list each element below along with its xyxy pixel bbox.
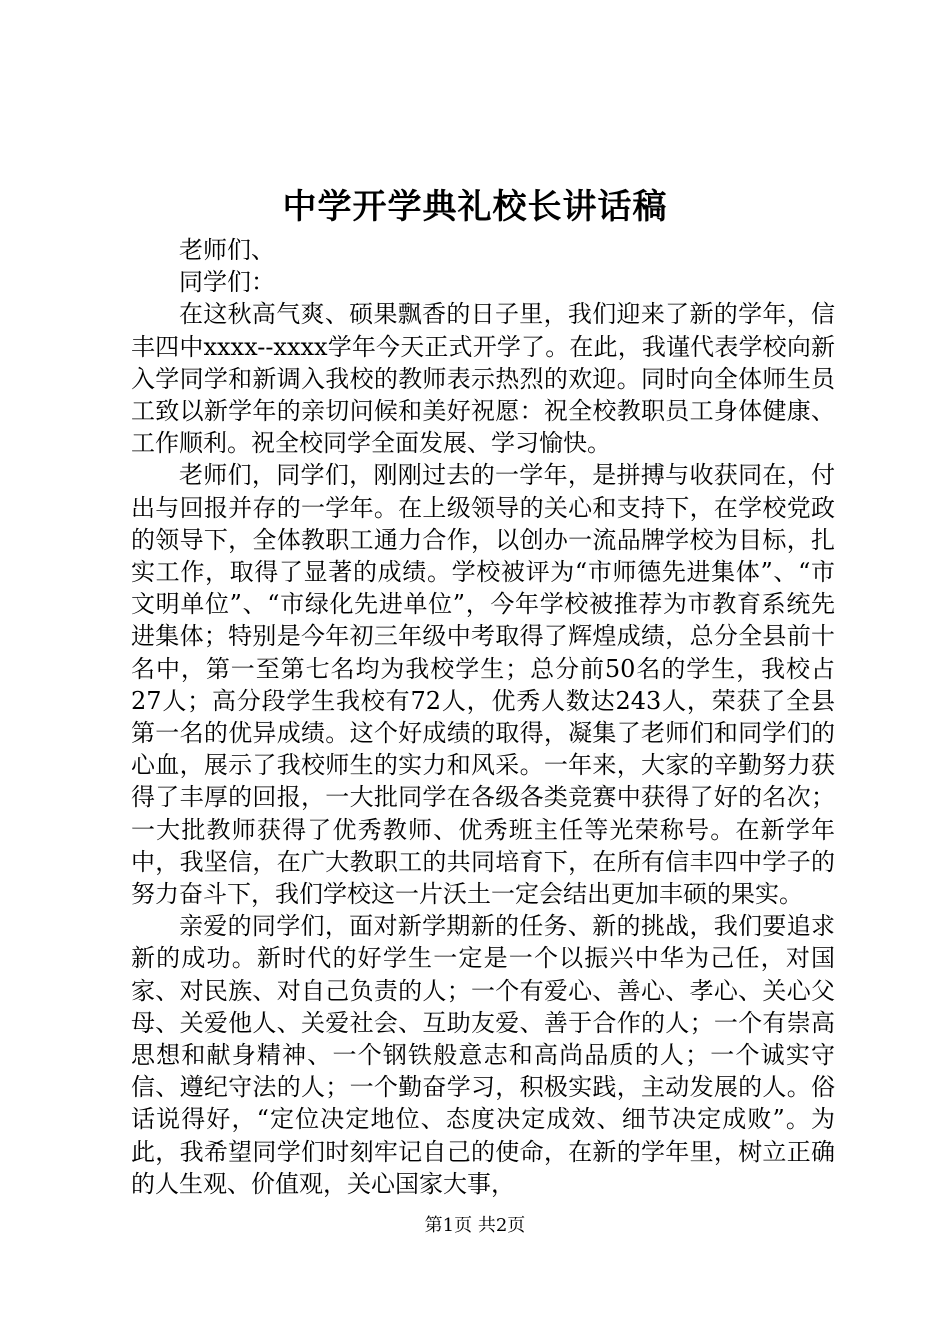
- paragraph-achievements: 老师们，同学们，刚刚过去的一学年，是拼搏与收获同在，付出与回报并存的一学年。在上级领导的关心和支持下，在学校党政的领导下，全体教职工通力合作，以创办一流品牌学校为目标，扎实工作，取得了显著的成绩。学校被评为“市师德先进集体”、“市文明单位”、“市绿化先进单位”，今年学校被推荐为市教育系统先进集体；特别是今年初三年级中考取得了辉煌成绩，总分全县前十名中，第一至第七名均为我校学生；总分前50名的学生，我校占27人；高分段学生我校有72人，优秀人数达243人，荣获了全县第一名的优异成绩。这个好成绩的取得，凝集了老师们和同学们的心血，展示了我校师生的实力和风采。一年来，大家的辛勤努力获得了丰厚的回报，一大批同学在各级各类竞赛中获得了好的名次；一大批教师获得了优秀教师、优秀班主任等光荣称号。在新学年中，我坚信，在广大教职工的共同培育下，在所有信丰四中学子的努力奋斗下，我们学校这一片沃土一定会结出更加丰硕的果实。: [131, 461, 835, 909]
- page-indicator: 第1页 共2页: [424, 1215, 526, 1236]
- salutation-teachers: 老师们、: [179, 236, 275, 264]
- salutation-students: 同学们：: [179, 268, 275, 297]
- paragraph-expectations: 亲爱的同学们，面对新学期新的任务、新的挑战，我们要追求新的成功。新时代的好学生一定是一个以振兴中华为己任，对国家、对民族、对自己负责的人；一个有爱心、善心、孝心、关心父母、关爱他人、关爱社会、互助友爱、善于合作的人；一个有崇高思想和献身精神、一个钢铁般意志和高尚品质的人；一个诚实守信、遵纪守法的人；一个勤奋学习，积极实践，主动发展的人。俗话说得好，“定位决定地位、态度决定成效、细节决定成败”。为此，我希望同学们时刻牢记自己的使命，在新的学年里，树立正确的人生观、价值观，关心国家大事，: [131, 912, 835, 1198]
- document-body: [131, 234, 835, 1200]
- document-title: 中学开学典礼校长讲话稿: [282, 187, 668, 227]
- paragraph-welcome: 在这秋高气爽、硕果飘香的日子里，我们迎来了新的学年，信丰四中xxxx--xxxx学年今天正式开学了。在此，我谨代表学校向新入学同学和新调入我校的教师表示热烈的欢迎。同时向全体师生员工致以新学年的亲切问候和美好祝愿：祝全校教职员工身体健康、工作顺利。祝全校同学全面发展、学习愉快。: [131, 300, 835, 458]
